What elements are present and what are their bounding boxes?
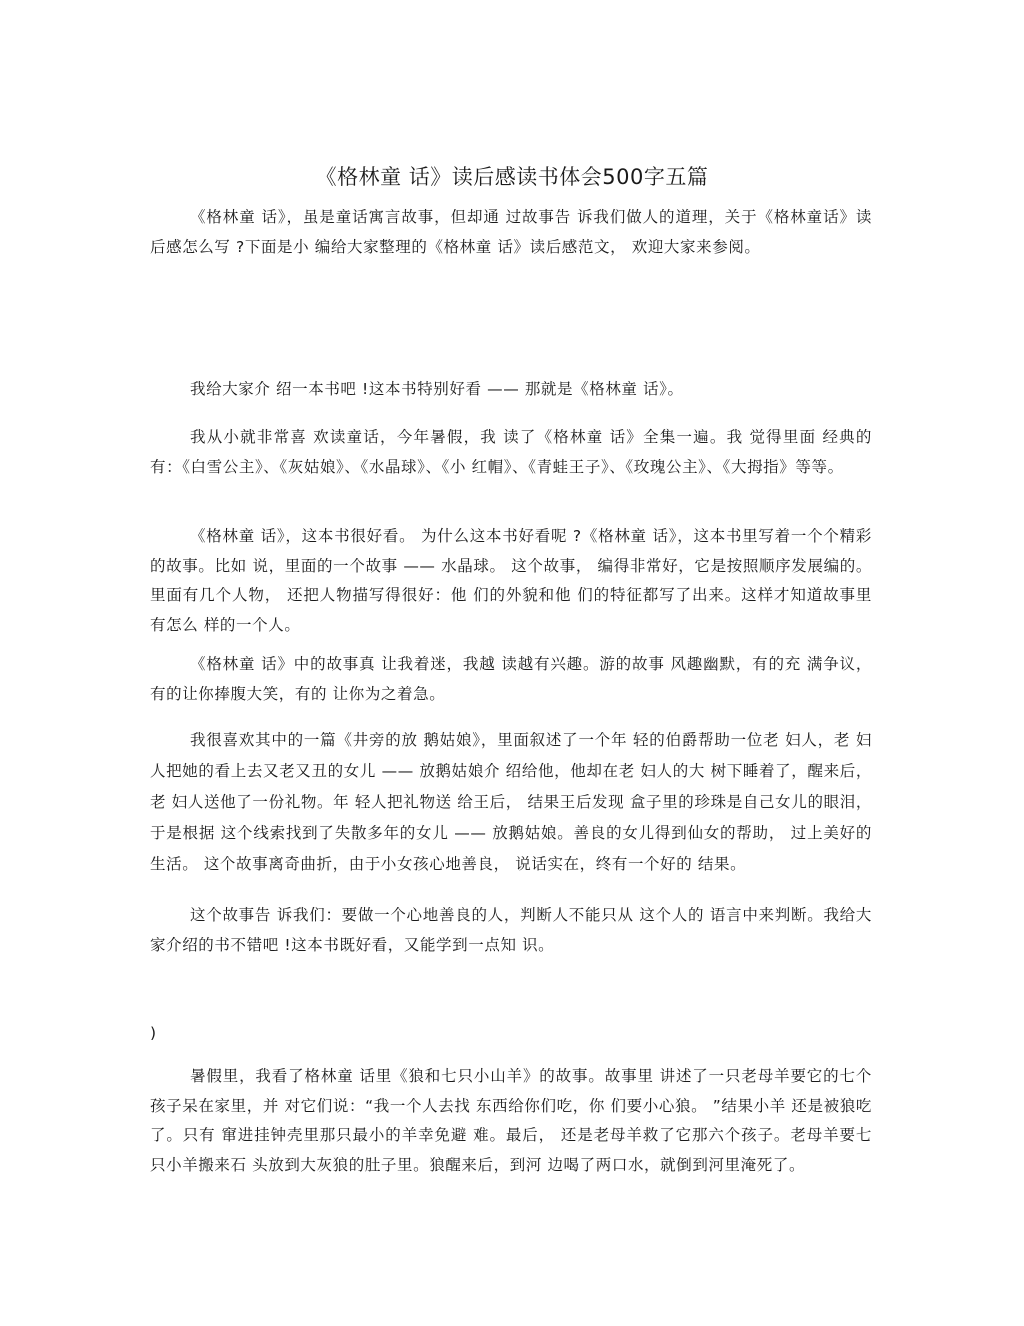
body-paragraph: 这个故事告 诉我们：要做一个心地善良的人，判断人不能只从 这个人的 语言中来判断。我给大家介绍的书不错吧 !这本书既好看，又能学到一点知 识。: [150, 906, 872, 954]
body-paragraph: 《格林童 话》中的故事真 让我着迷，我越 读越有兴趣。游的故事 风趣幽默，有的充 满争议，有的让你捧腹大笑，有的 让你为之着急。: [150, 655, 872, 703]
stray-mark: ): [150, 1024, 157, 1042]
body-paragraph: 《格林童 话》，这本书很好看。 为什么这本书好看呢 ?《格林童 话》，这本书里写着一个个精彩的故事。比如 说，里面的一个故事 —— 水晶球。 这个故事， 编得非常好，它是按照顺序发展编的。里面有几个人物， 还把人物描写得很好：他 们的外貌和他 们的特征都写了出来。这样才知道故事里有怎么 样的一个人。: [150, 527, 872, 634]
body-paragraph: 暑假里，我看了格林童 话里《狼和七只小山羊》的故事。故事里 讲述了一只老母羊要它的七个孩子呆在家里，并 对它们说：“我一个人去找 东西给你们吃，你 们要小心狼。 ”结果小羊 还是被狼吃了。只有 窜进挂钟壳里那只最小的羊幸免避 难。最后， 还是老母羊救了它那六个孩子。老母羊要七只小羊搬来石 头放到大灰狼的肚子里。狼醒来后，到河 边喝了两口水，就倒到河里淹死了。: [150, 1067, 872, 1174]
intro-paragraph: 《格林童 话》，虽是童话寓言故事，但却通 过故事告 诉我们做人的道理，关于《格林童话》读后感怎么写 ?下面是小 编给大家整理的《格林童 话》读后感范文， 欢迎大家来参阅。: [150, 208, 872, 256]
body-paragraph: 我从小就非常喜 欢读童话，今年暑假，我 读了《格林童 话》全集一遍。我 觉得里面 经典的有：《白雪公主》、《灰姑娘》、《水晶球》、《小 红帽》、《青蛙王子》、《玫瑰公主》、《大拇指》等等。: [150, 428, 872, 476]
body-paragraph: 我给大家介 绍一本书吧 !这本书特别好看 —— 那就是《格林童 话》。: [190, 380, 684, 398]
document-title: 《格林童 话》读后感读书体会500字五篇: [315, 165, 709, 189]
body-paragraph: 我很喜欢其中的一篇《井旁的放 鹅姑娘》，里面叙述了一个年 轻的伯爵帮助一位老 妇人，老 妇人把她的看上去又老又丑的女儿 —— 放鹅姑娘介 绍给他，他却在老 妇人的大 树下睡着了，醒来后，老 妇人送他了一份礼物。年 轻人把礼物送 给王后， 结果王后发现 盒子里的珍珠是自己女儿的眼泪，于是根据 这个线索找到了失散多年的女儿 —— 放鹅姑娘。善良的女儿得到仙女的帮助， 过上美好的生活。 这个故事离奇曲折，由于小女孩心地善良， 说话实在，终有一个好的 结果。: [150, 731, 872, 873]
